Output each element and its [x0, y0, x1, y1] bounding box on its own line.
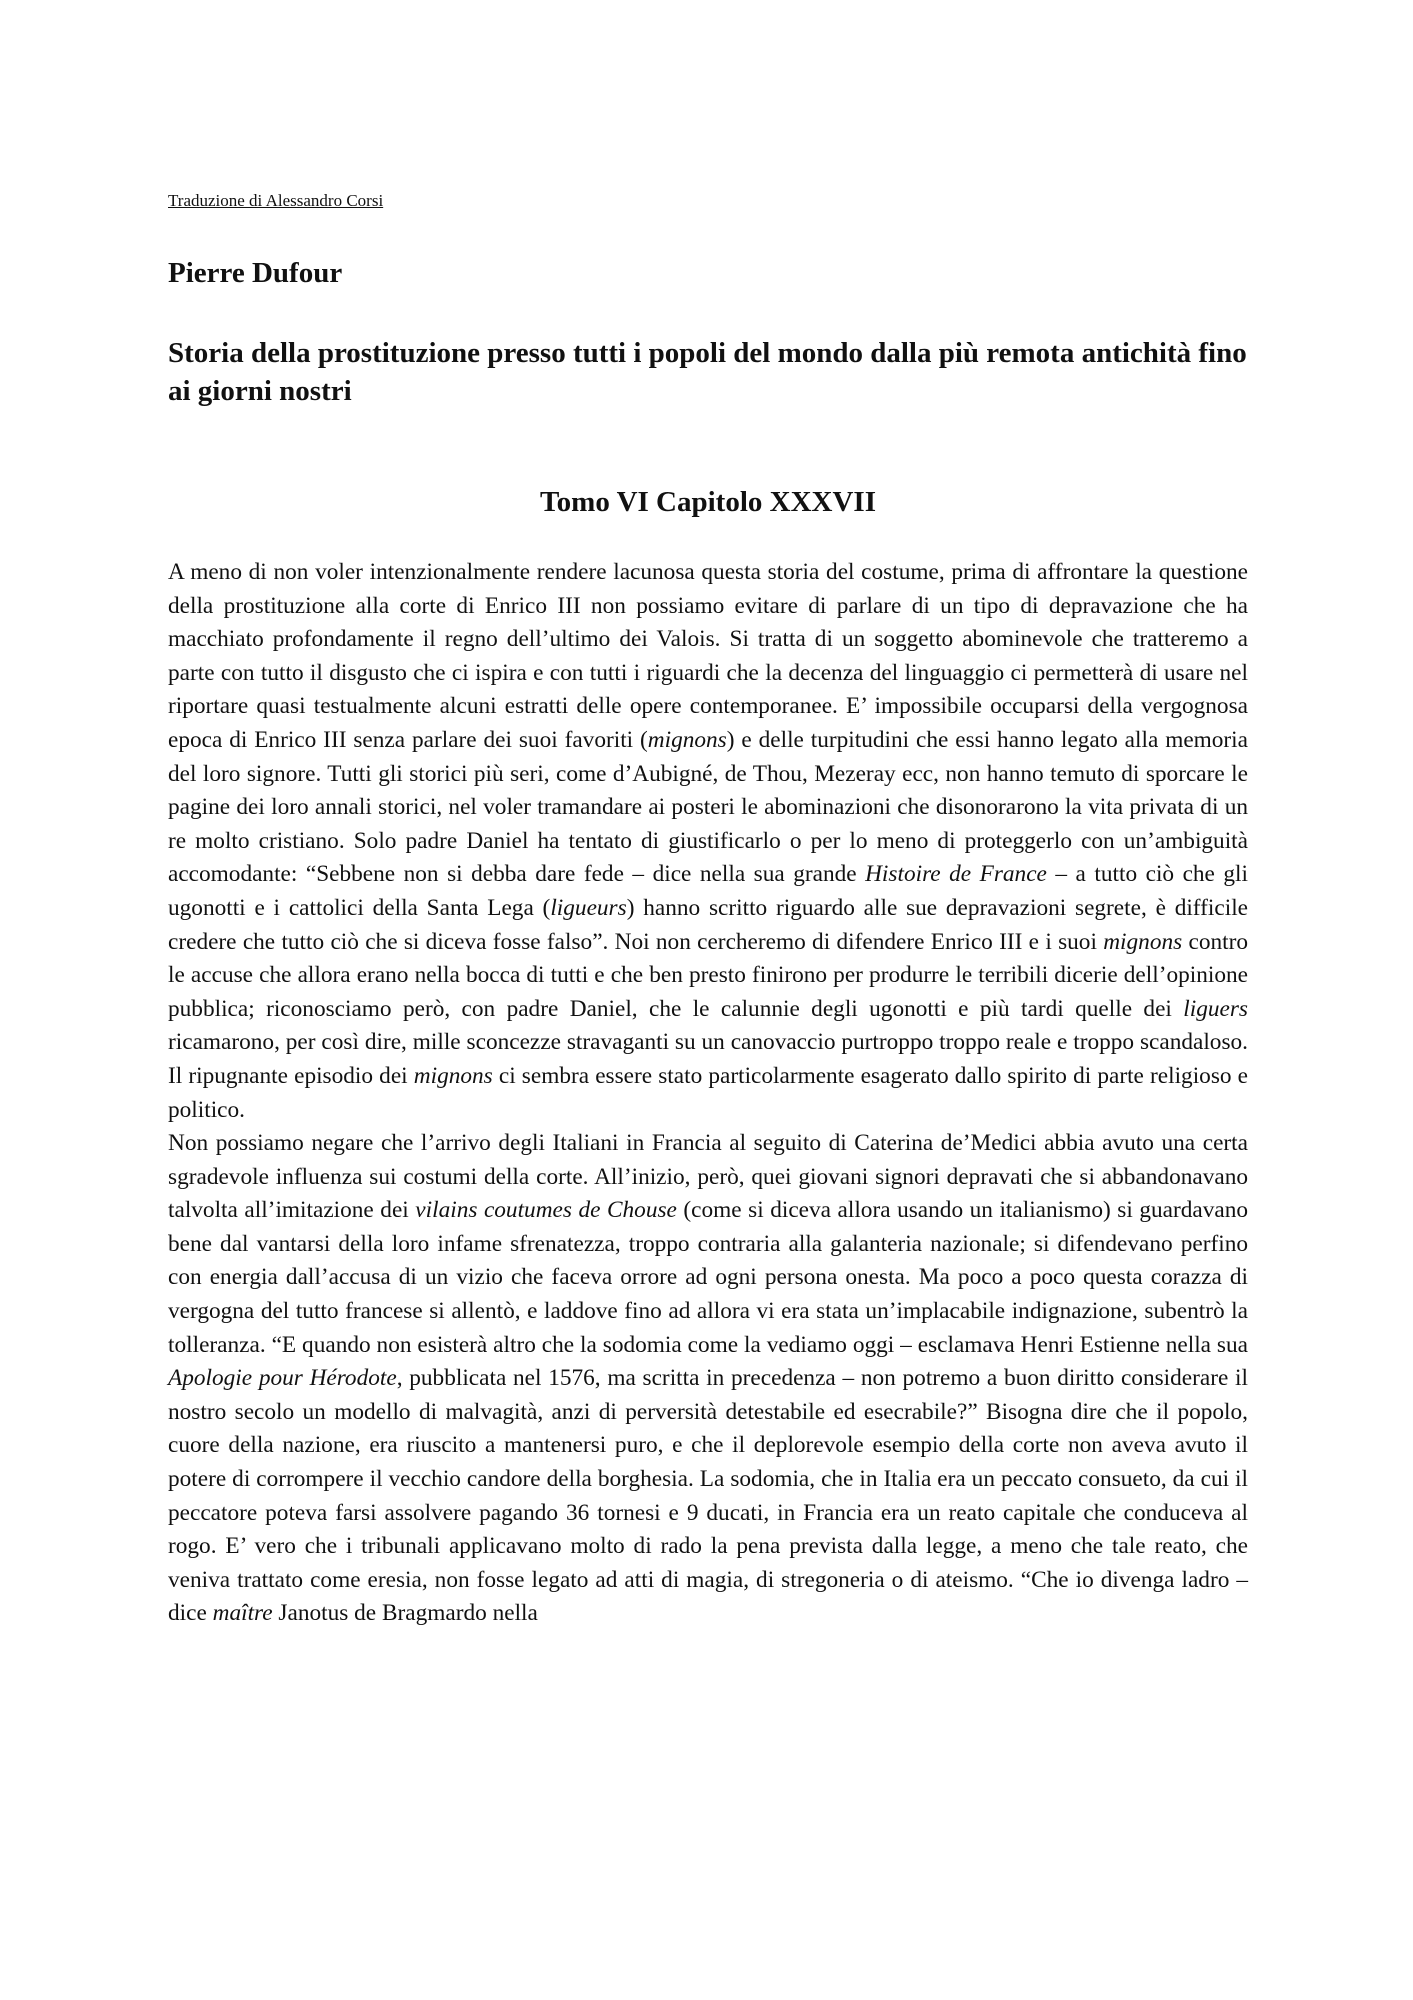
text-run: (come si diceva allora usando un italianismo) si guardavano bene dal vantarsi della loro infame sfrenatezza, troppo contraria alla galanteria nazionale; si difendevano perfino con energia dall’accusa di un vizio che faceva orrore ad ogni persona onesta. Ma poco a poco questa corazza di vergogna del tutto francese si allentò, e laddove fino ad allora vi era stata un’implacabile indignazione, subentrò la tolleranza. “E quando non esisterà altro che la sodomia come la vediamo oggi – esclamava Henri Estienne nella sua: [168, 1197, 1248, 1358]
italic-term: ligueurs: [550, 894, 627, 921]
text-run: ) e delle turpitudini che essi hanno legato alla memoria del loro signore. Tutti gli storici più seri, come d’Aubigné, de Thou, Mezeray ecc, non hanno temuto di sporcare le pagine dei loro annali storici, nel voler tramandare ai posteri le abominazioni che disonorarono la vita privata di un re molto cristiano. Solo padre Daniel ha tentato di giustificarlo o per lo meno di proteggerlo con un’ambiguità accomodante: “Sebbene non si debba dare fede – dice nella sua grande: [168, 726, 1248, 888]
text-run: Non possiamo negare che l’arrivo degli Italiani in Francia al seguito di Caterina de’Medici abbia avuto una certa sgradevole influenza sui costumi della corte. All’inizio, però, quei giovani signori depravati che si abbandonavano talvolta all’imitazione dei: [168, 1130, 1248, 1224]
paragraph-1: [168, 556, 1248, 1127]
italic-term: mignons: [413, 1062, 493, 1089]
book-title: Storia della prostituzione presso tutti i popoli del mondo dalla più remota antichità fino ai giorni nostri: [168, 337, 1247, 407]
italic-term: Apologie pour Hérodote: [168, 1365, 397, 1392]
text-run: ci sembra essere stato particolarmente esagerato dallo spirito di parte religioso e politico.: [168, 1062, 1248, 1123]
chapter-title: Tomo VI Capitolo XXXVII: [540, 486, 876, 518]
text-run: Janotus de Bragmardo nella: [272, 1600, 538, 1627]
italic-term: vilains coutumes de Chouse: [415, 1197, 677, 1224]
text-run: ricamarono, per così dire, mille sconcezze stravaganti su un canovaccio purtroppo troppo reale e troppo scandaloso. Il ripugnante episodio dei: [168, 1029, 1248, 1089]
italic-term: liguers: [1183, 995, 1248, 1022]
text-run: ) hanno scritto riguardo alle sue depravazioni segrete, è difficile credere che tutto ciò che si diceva fosse falso”. Noi non cercheremo di difendere Enrico III e i suoi: [168, 894, 1249, 955]
italic-term: maître: [212, 1600, 273, 1627]
italic-term: mignons: [647, 726, 727, 753]
text-run: , pubblicata nel 1576, ma scritta in precedenza – non potremo a buon diritto considerare il nostro secolo un modello di malvagità, anzi di perversità detestabile ed esecrabile?” Bisogna dire che il popolo, cuore della nazione, era riuscito a mantenersi puro, e che il deplorevole esempio della corte non aveva avuto il potere di corrompere il vecchio candore della borghesia. La sodomia, che in Italia era un peccato consueto, da cui il peccatore poteva farsi assolvere pagando 36 tornesi e 9 ducati, in Francia era un reato capitale che conduceva al rogo. E’ vero che i tribunali applicavano molto di rado la pena prevista dalla legge, a meno che tale reato, che veniva trattato come eresia, non fosse legato ad atti di magia, di stregoneria o di ateismo. “Che io divenga ladro – dice: [168, 1365, 1248, 1627]
text-run: A meno di non voler intenzionalmente rendere lacunosa questa storia del costume, prima di affrontare la questione della prostituzione alla corte di Enrico III non possiamo evitare di parlare di un tipo di depravazione che ha macchiato profondamente il regno dell’ultimo dei Valois. Si tratta di un soggetto abominevole che tratteremo a parte con tutto il disgusto che ci ispira e con tutti i riguardi che la decenza del linguaggio ci permetterà di usare nel riportare quasi testualmente alcuni estratti delle opere contemporanee. E’ impossibile occuparsi della vergognosa epoca di Enrico III senza parlare dei suoi favoriti (: [168, 559, 1248, 753]
text-run: contro le accuse che allora erano nella bocca di tutti e che ben presto finirono per produrre le terribili dicerie dell’opinione pubblica; riconosciamo però, con padre Daniel, che le calunnie degli ugonotti e più tardi quelle dei: [168, 928, 1248, 1022]
text-run: – a tutto ciò che gli ugonotti e i cattolici della Santa Lega (: [168, 861, 1248, 921]
paragraph-2: [168, 1127, 1248, 1631]
body-text: [168, 556, 1248, 1631]
italic-term: mignons: [1103, 928, 1183, 955]
italic-term: Histoire de France: [865, 861, 1047, 888]
author-name: Pierre Dufour: [168, 257, 343, 289]
translator-credit: Traduzione di Alessandro Corsi: [168, 191, 384, 210]
